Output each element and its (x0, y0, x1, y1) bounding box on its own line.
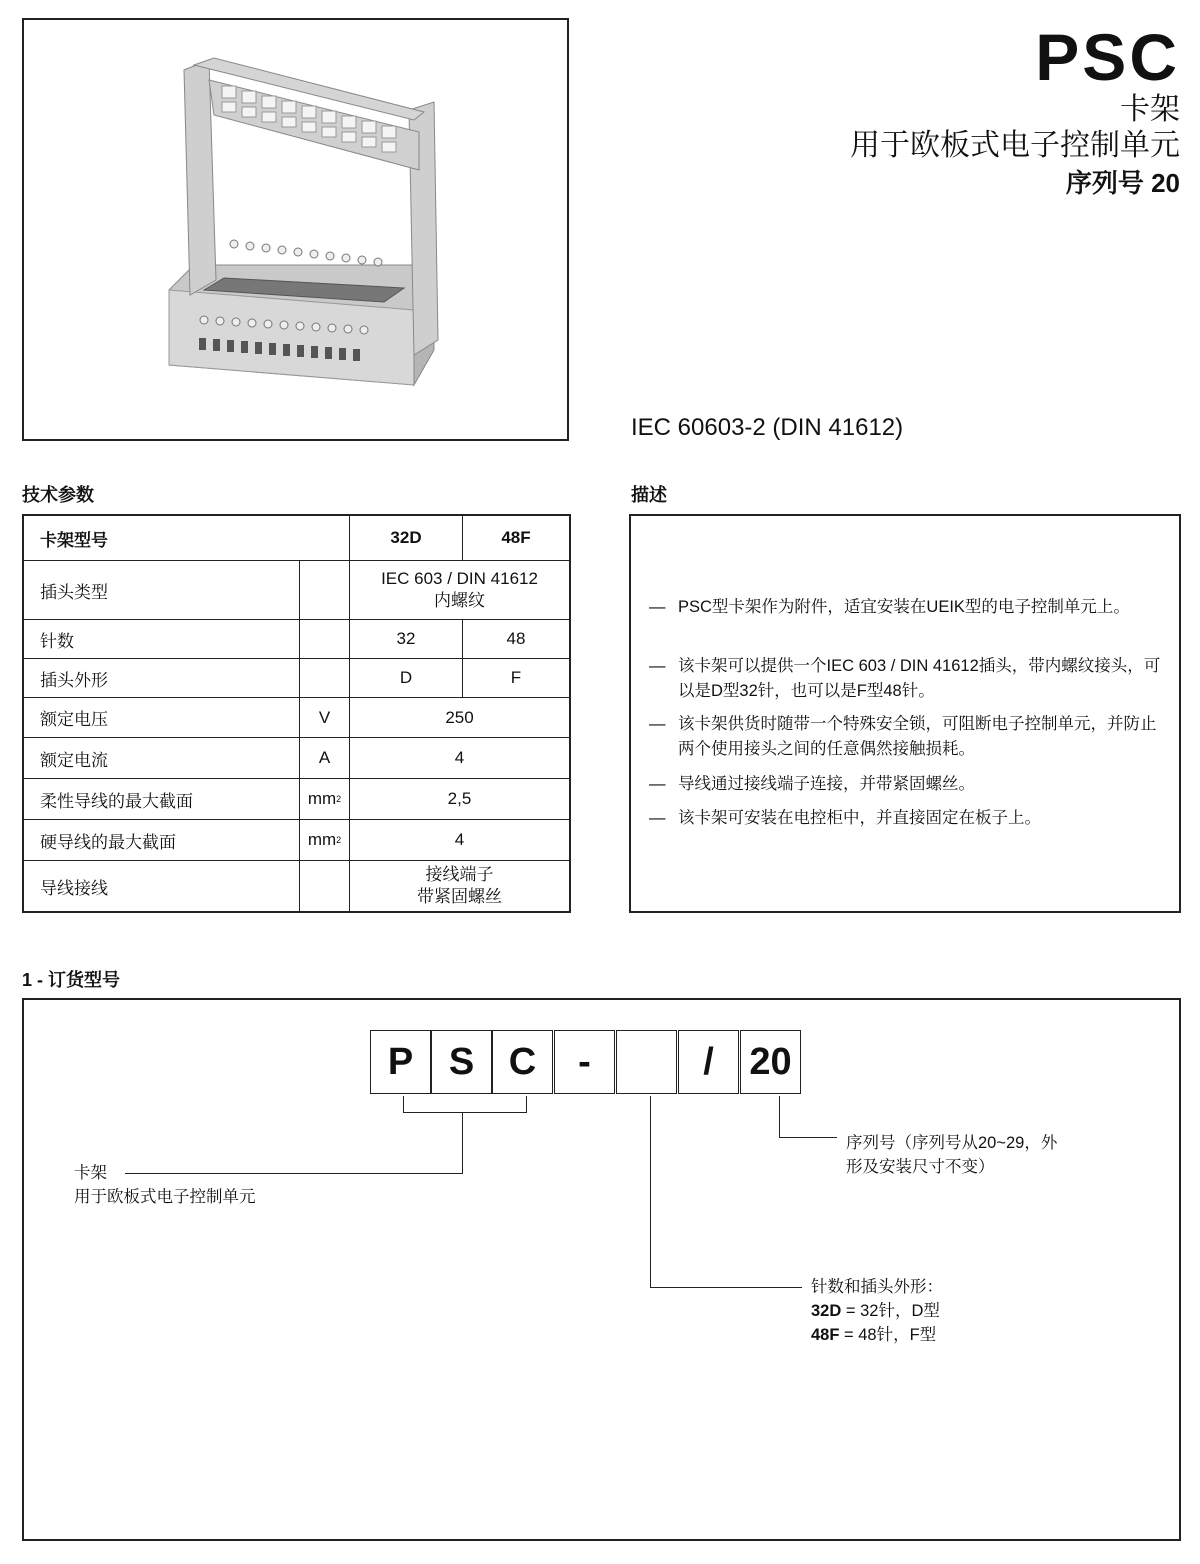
code-cell-serial: 20 (740, 1030, 801, 1094)
row-value-48f: 48 (506, 629, 526, 648)
option-32d-code: 32D (811, 1302, 842, 1320)
order-heading: 1 - 订货型号 (22, 970, 121, 990)
product-photo (22, 18, 569, 441)
unit-text: mm (307, 789, 337, 808)
spec-heading: 技术参数 (22, 485, 94, 505)
row-label: 额定电流 (24, 738, 300, 778)
table-row (24, 861, 569, 911)
subtitle-purpose: 用于欧板式电子控制单元 (850, 129, 1180, 162)
description-item (649, 712, 1169, 762)
description-item (649, 772, 1169, 797)
code-cell-c: C (492, 1030, 553, 1094)
description-item (649, 806, 1169, 831)
title-block (850, 22, 1180, 200)
row-value (350, 861, 569, 911)
card-rack-illustration (24, 20, 567, 439)
option-48f (811, 1323, 943, 1347)
row-label: 导线接线 (24, 861, 300, 911)
value-line1: 接线端子 (425, 865, 494, 884)
serial-leader-vertical (779, 1096, 780, 1137)
description-heading: 描述 (631, 485, 667, 505)
table-row (24, 779, 569, 820)
unit-sup: 2 (336, 835, 342, 845)
row-label: 额定电压 (24, 698, 300, 737)
row-label: 插头外形 (24, 659, 300, 697)
note-serial (846, 1131, 1057, 1179)
row-unit (300, 620, 350, 658)
option-48f-code: 48F (811, 1326, 840, 1344)
table-row (24, 820, 569, 861)
row-unit: A (300, 738, 350, 778)
note-rack (74, 1161, 256, 1209)
dash: — (649, 809, 666, 827)
row-unit (300, 659, 350, 697)
description-text: 该卡架供货时随带一个特殊安全锁，可阻断电子控制单元，并防止两个使用接头之间的任意偶然接触损耗。 (678, 715, 1157, 758)
table-row (24, 738, 569, 779)
note-pins-title: 针数和插头外形： (811, 1278, 943, 1296)
pins-leader-vertical (650, 1096, 651, 1287)
table-row (24, 698, 569, 738)
unit-sup: 2 (336, 794, 342, 804)
row-label: 硬导线的最大截面 (24, 820, 300, 860)
bracket-right (526, 1096, 527, 1112)
row-unit: V (300, 698, 350, 737)
dash: — (649, 657, 666, 675)
code-cell-option (616, 1030, 677, 1094)
row-value: 2,5 (447, 789, 472, 808)
description-text: PSC型卡架作为附件，适宜安装在UEIK型的电子控制单元上。 (678, 598, 1130, 616)
row-value-32d: D (350, 659, 463, 697)
description-text: 该卡架可以提供一个IEC 603 / DIN 41612插头，带内螺纹接头，可以是D型32针，也可以是F型48针。 (678, 657, 1161, 700)
table-row (24, 561, 569, 620)
standard-reference: IEC 60603-2 (DIN 41612) (631, 414, 904, 441)
note-serial-line2: 形及安装尺寸不变） (846, 1158, 995, 1176)
pins-leader-horizontal (650, 1287, 802, 1288)
header-col-48f: 48F (501, 528, 531, 547)
row-unit (300, 861, 350, 911)
subtitle-series: 序列号 20 (1065, 168, 1180, 198)
rack-leader-vertical (462, 1112, 463, 1173)
header-label: 卡架型号 (24, 516, 350, 560)
serial-leader-horizontal (779, 1137, 837, 1138)
spec-table (22, 514, 571, 913)
table-row (24, 659, 569, 698)
description-text: 导线通过接线端子连接，并带紧固螺丝。 (678, 775, 975, 793)
note-rack-line1: 卡架 (74, 1164, 107, 1182)
value-line2: 带紧固螺丝 (417, 887, 502, 906)
row-value-48f: F (510, 668, 522, 687)
dash: — (649, 715, 666, 733)
table-row (24, 620, 569, 659)
row-label: 针数 (24, 620, 300, 658)
value-line1: IEC 603 / DIN 41612 (381, 569, 538, 588)
description-item (649, 595, 1169, 620)
description-item (649, 654, 1169, 704)
note-pins (811, 1275, 943, 1347)
bracket-left (403, 1096, 404, 1112)
bracket-bottom (403, 1112, 527, 1113)
row-value (350, 561, 569, 619)
subtitle-rack: 卡架 (1120, 93, 1180, 126)
note-rack-line2: 用于欧板式电子控制单元 (74, 1188, 256, 1206)
description-text: 该卡架可安装在电控柜中，并直接固定在板子上。 (678, 809, 1041, 827)
row-label: 柔性导线的最大截面 (24, 779, 300, 819)
code-cell-dash: - (554, 1030, 615, 1094)
row-label: 插头类型 (24, 561, 300, 619)
row-unit (300, 561, 350, 619)
description-box (629, 514, 1181, 913)
header-col-32d: 32D (350, 516, 463, 560)
dash: — (649, 598, 666, 616)
code-cell-slash: / (678, 1030, 739, 1094)
row-value-32d: 32 (350, 620, 463, 658)
value-line2: 内螺纹 (434, 591, 485, 610)
table-header-row (24, 516, 569, 561)
code-cell-s: S (431, 1030, 492, 1094)
row-unit (300, 779, 350, 819)
dash: — (649, 775, 666, 793)
row-value: 4 (454, 830, 465, 849)
row-unit (300, 820, 350, 860)
code-cell-p: P (370, 1030, 431, 1094)
unit-text: mm (307, 830, 337, 849)
row-value: 250 (445, 707, 474, 727)
option-48f-desc: = 48针，F型 (839, 1326, 937, 1344)
row-value: 4 (454, 748, 465, 767)
note-serial-line1: 序列号（序列号从20~29，外 (846, 1134, 1058, 1152)
product-title: PSC (1035, 20, 1180, 94)
option-32d (811, 1299, 943, 1323)
option-32d-desc: = 32针，D型 (841, 1302, 940, 1320)
